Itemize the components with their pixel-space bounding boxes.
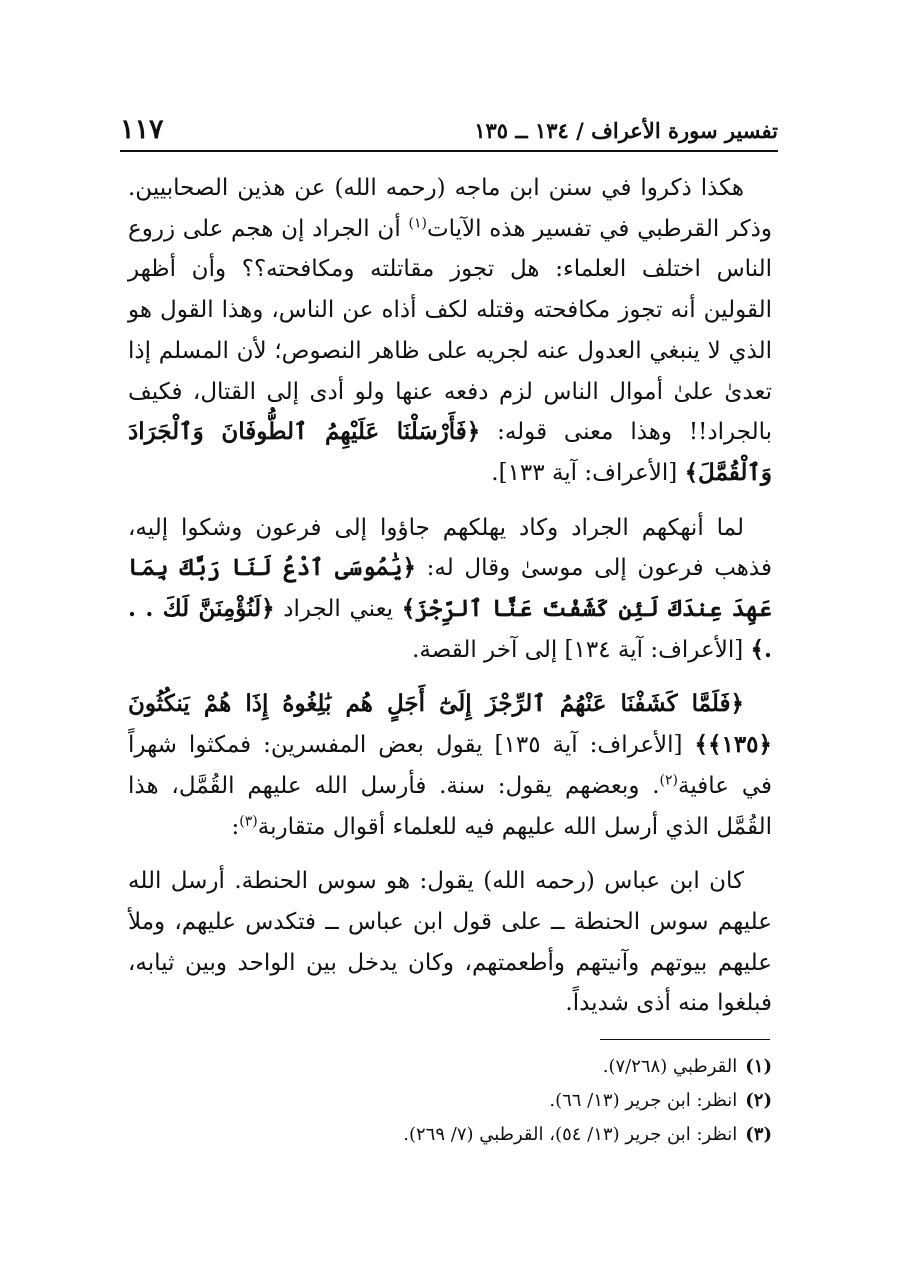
footnote-ref-2: (٢) — [659, 772, 679, 789]
footnote-number: (١) — [745, 1056, 772, 1077]
footnote-number: (٣) — [745, 1124, 772, 1145]
paragraph-3 — [128, 684, 772, 847]
main-text — [128, 168, 772, 1024]
text-run: : — [231, 813, 240, 840]
text-run: [الأعراف: آية ١٣٥] يقول بعض المفسرين: فمكثوا شهراً في عافية — [128, 732, 772, 799]
paragraph-4 — [128, 861, 772, 1024]
running-header — [120, 112, 778, 152]
footnote-text: انظر: ابن جرير (١٣/ ٥٤)، القرطبي (٧/ ٢٦٩). — [403, 1124, 738, 1145]
quran-verse: ﴿لَنُؤْمِنَنَّ لَكَ . . .﴾ — [128, 595, 772, 663]
footnote-ref-3: (٣) — [239, 812, 258, 829]
text-run: لما أنهكهم الجراد وكاد يهلكهم جاؤوا إلى فرعون وشكوا إليه، فذهب فرعون إلى موسىٰ وقال له: — [128, 514, 772, 582]
text-run: هكذا ذكروا في سنن ابن ماجه (رحمه الله) عن هذين الصحابيين. وذكر القرطبي في تفسير هذه الآيات — [128, 175, 772, 242]
footnote-1 — [300, 1050, 772, 1084]
page-number: ١١٧ — [120, 114, 164, 145]
text-run: يعني الجراد — [274, 596, 402, 623]
chapter-title: تفسير سورة الأعراف / ١٣٤ ــ ١٣٥ — [474, 118, 778, 143]
text-run: كان ابن عباس (رحمه الله) يقول: هو سوس الحنطة. أرسل الله عليهم سوس الحنطة ــ على قول ابن عباس ــ فتكدس عليهم، وملأ عليهم بيوتهم وآنيتهم وأطعمتهم، وكان يدخل بين الواحد وبين ثيابه، فبلغوا منه أذى شديداً. — [128, 868, 772, 1017]
paragraph-1 — [128, 168, 772, 494]
header-divider — [120, 150, 778, 152]
text-run: أن الجراد إن هجم على زروع الناس اختلف العلماء: هل تجوز مقاتلته ومكافحته؟؟ وأن أظهر القولين أنه تجوز مكافحته وقتله لكف أذاه عن الناس، وهذا القول هو الذي لا ينبغي العدول عنه لجريه على ظاهر النصوص؛ لأن المسلم إذا تعدىٰ علىٰ أموال الناس لزم دفعه عنها ولو أدى إلى القتال، فكيف بالجراد!! وهذا معنى قوله: — [128, 215, 772, 446]
footnote-3 — [300, 1118, 772, 1152]
paragraph-2 — [128, 508, 772, 671]
footnote-2 — [300, 1084, 772, 1118]
footnote-divider — [600, 1039, 770, 1040]
footnote-text: القرطبي (٧/٢٦٨). — [602, 1056, 738, 1077]
text-run: . وبعضهم يقول: سنة. فأرسل الله عليهم القُمَّل، هذا القُمَّل الذي أرسل الله عليهم فيه للعلماء أقوال متقاربة — [128, 772, 772, 840]
footnote-number: (٢) — [745, 1090, 772, 1111]
quran-verse: ﴿يَٰمُوسَى ٱدْعُ لَنَا رَبَّكَ بِمَا عَهِدَ عِندَكَ لَئِن كَشَفْتَ عَنَّا ٱلرِّجْزَ﴾ — [128, 554, 772, 623]
verse-reference: [الأعراف: آية ١٣٤] إلى آخر القصة. — [412, 636, 751, 663]
footnote-ref-1: (١) — [408, 215, 427, 232]
footnotes — [300, 1050, 772, 1152]
quran-verse: ﴿فَلَمَّا كَشَفْنَا عَنْهُمُ ٱلرِّجْزَ إِلَىٰٓ أَجَلٍ هُم بَٰلِغُوهُ إِذَا هُمْ يَنكُثُونَ ﴿١٣٥﴾﴾ — [128, 690, 773, 759]
verse-reference: [الأعراف: آية ١٣٣]. — [491, 459, 685, 486]
footnote-text: انظر: ابن جرير (١٣/ ٦٦). — [549, 1090, 738, 1111]
quran-verse: ﴿فَأَرْسَلْنَا عَلَيْهِمُ ٱلطُّوفَانَ وَٱلْجَرَادَ وَٱلْقُمَّلَ﴾ — [128, 418, 772, 486]
